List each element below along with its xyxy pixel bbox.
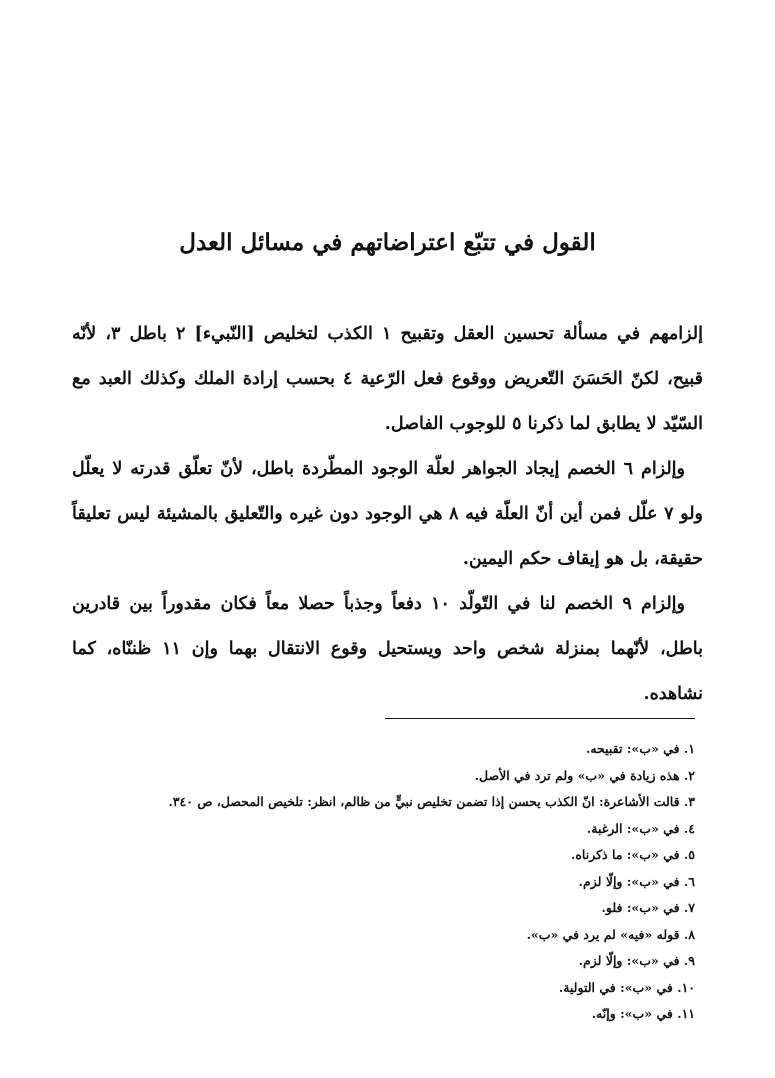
footnote-2: ٢. هذه زيادة في «ب» ولم ترد في الأصل. bbox=[474, 767, 695, 783]
footnote-7: ٧. في «ب»: فلو. bbox=[601, 900, 695, 915]
chapter-title: القول في تتبّع اعتراضاتهم في مسائل العدل bbox=[179, 229, 596, 256]
footnote-10: ١٠. في «ب»: في التولية. bbox=[558, 979, 695, 995]
paragraph-1: إلزامهم في مسألة تحسين العقل وتقبيح ١ الكذب لتخليص [النّبيء] ٢ باطل ٣، لأنّه قبيح، لكنّ الحَسَنَ التّعريض ووقوع فعل الرّعية ٤ بحسب إرادة الملك وكذلك العبد مع السّيّد لا يطابق لما ذكرنا ٥ للوجوب الفاصل. bbox=[72, 324, 703, 434]
footnote-9: ٩. في «ب»: وإلّا لزم. bbox=[578, 953, 695, 968]
paragraph-3: وإلزام ٩ الخصم لنا في التّولّد ١٠ دفعاً وجذباً حصلا معاً فكان مقدوراً بين قادرين باطل، لأنّهما بمنزلة شخص واحد ويستحيل وقوع الانتقال بهما وإن ١١ ظننّاه، كما نشاهده. bbox=[72, 594, 703, 704]
main-text bbox=[72, 312, 703, 717]
footnote-5: ٥. في «ب»: ما ذكرناه. bbox=[571, 847, 695, 862]
footnote-3: ٣. قالت الأشاعرة: انّ الكذب يحسن إذا تضمن تخليص نبيٍّ من ظالم، انظر: تلخيص المحصل، ص ٣٤٠. bbox=[168, 794, 695, 809]
footnote-8: ٨. قوله «فيه» لم يرد في «ب». bbox=[526, 926, 695, 942]
footnotes-list bbox=[72, 736, 695, 1028]
footnote-6: ٦. في «ب»: وإلّا لزم. bbox=[578, 873, 695, 889]
paragraph-2: وإلزام ٦ الخصم إيجاد الجواهر لعلّة الوجود المطّردة باطل، لأنّ تعلّق قدرته لا يعلّل ولو ٧ علّل فمن أين أنّ العلّة فيه ٨ هي الوجود دون غيره والتّعليق بالمشيئة ليس تعليقاً حقيقة، بل هو إيقاف حكم اليمين. bbox=[72, 459, 703, 569]
footnote-4: ٤. في «ب»: الرغبة. bbox=[586, 820, 695, 836]
footnote-1: ١. في «ب»: تقبيحه. bbox=[586, 741, 695, 756]
footnote-separator bbox=[385, 718, 695, 719]
footnote-11: ١١. في «ب»: وإنّه. bbox=[591, 1006, 695, 1021]
